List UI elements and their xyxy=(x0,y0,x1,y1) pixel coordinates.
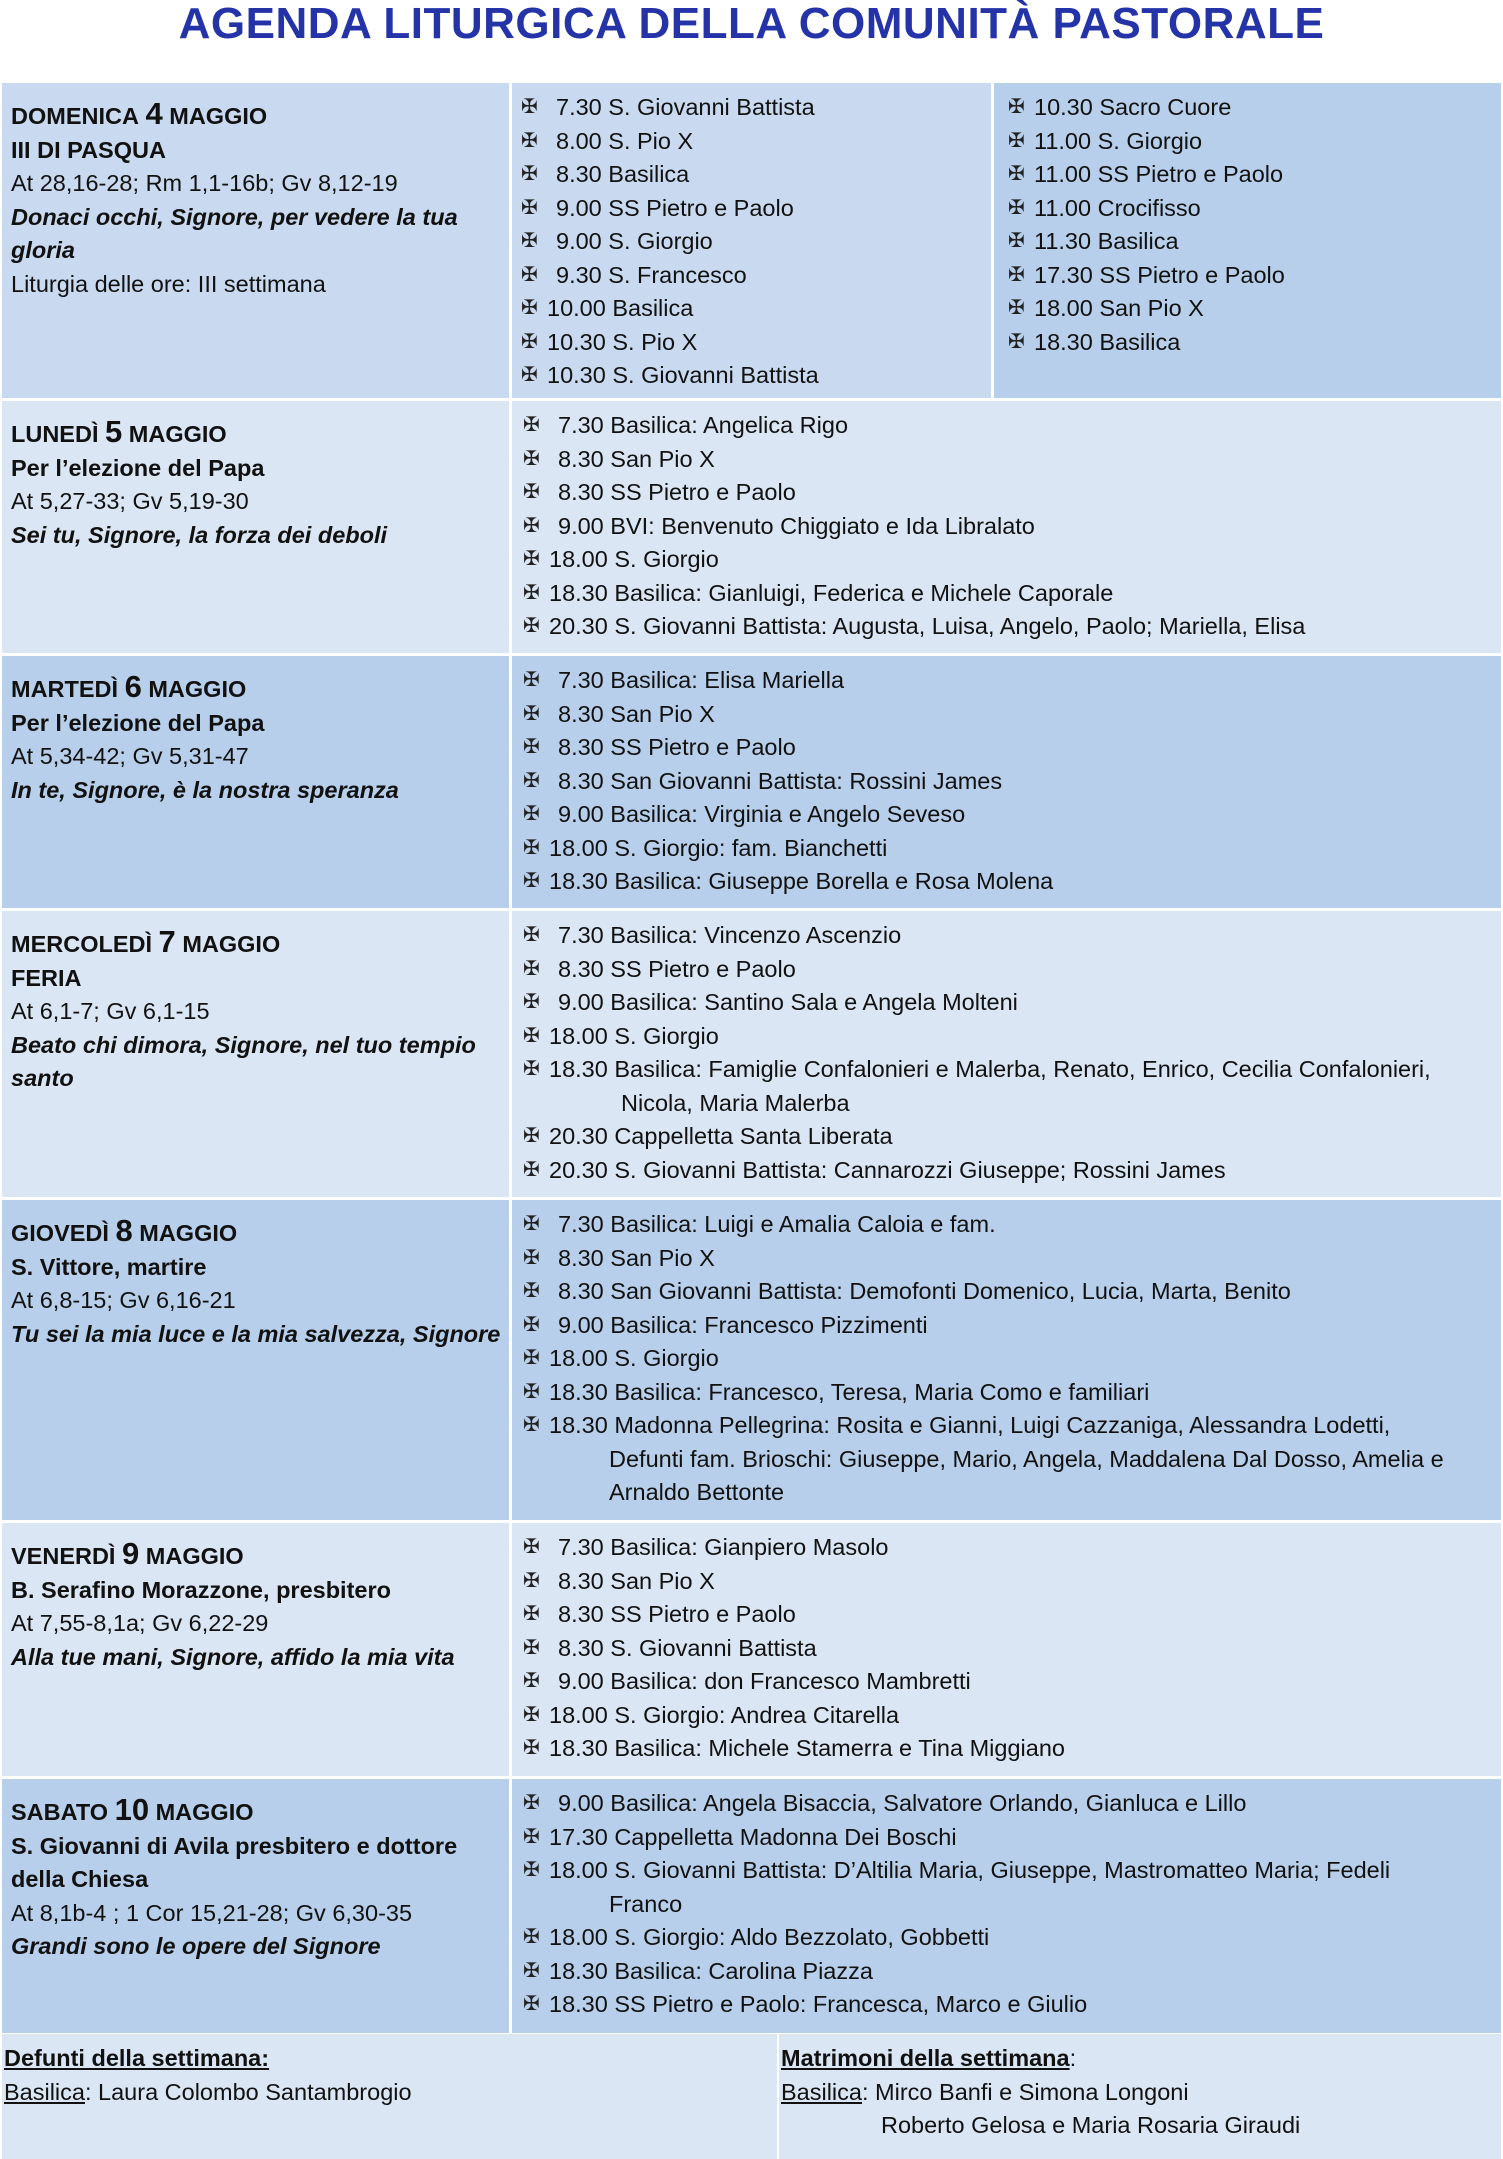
mass-item xyxy=(521,1154,1501,1188)
mass-item xyxy=(521,832,1501,866)
mass-item xyxy=(521,1921,1501,1955)
cross-icon: ✠ xyxy=(523,669,540,691)
masses-column-left xyxy=(515,83,994,401)
celebration-name: B. Serafino Morazzone, presbitero xyxy=(11,1576,391,1603)
month: MAGGIO xyxy=(182,931,281,957)
mass-text: 8.30 SS Pietro e Paolo xyxy=(558,1601,796,1627)
masses-cell xyxy=(515,911,1501,1200)
mass-item: ✠ 9.30 S. Francesco xyxy=(519,259,991,293)
celebration-name: Per l’elezione del Papa xyxy=(11,454,265,481)
cross-icon: ✠ xyxy=(523,1158,540,1181)
cross-icon: ✠ xyxy=(523,836,540,859)
mass-text: 8.30 San Pio X xyxy=(558,1244,715,1271)
mass-item xyxy=(521,476,1501,510)
mass-item xyxy=(521,1342,1501,1376)
weddings-heading: Matrimoni della settimana xyxy=(781,2045,1070,2071)
day-cell xyxy=(2,1779,512,2033)
cross-icon: ✠ xyxy=(523,1859,540,1881)
mass-item: ✠ 9.00 S. Giorgio xyxy=(519,225,991,259)
cross-icon: ✠ xyxy=(523,514,540,537)
weekday: LUNEDÌ xyxy=(11,421,99,447)
psalm: Donaci occhi, Signore, per vedere la tua gloria xyxy=(11,203,458,263)
mass-item xyxy=(521,1988,1501,2022)
readings: At 5,34-42; Gv 5,31-47 xyxy=(11,743,249,769)
cross-icon: ✠ xyxy=(523,1246,540,1269)
cross-icon: ✠ xyxy=(523,1825,540,1848)
cross-icon: ✠ xyxy=(1008,230,1025,252)
cross-icon: ✠ xyxy=(523,1125,540,1147)
celebration-name: Per l’elezione del Papa xyxy=(11,709,265,736)
mass-item xyxy=(521,1242,1501,1276)
cross-icon: ✠ xyxy=(523,1380,540,1403)
mass-text: 7.30 Basilica: Luigi e Amalia Caloia e fam. xyxy=(558,1211,996,1237)
psalm: Alla tue mani, Signore, affido la mia vita xyxy=(11,1643,455,1670)
table-row xyxy=(2,1776,1501,2033)
month: MAGGIO xyxy=(139,1220,238,1246)
mass-text: 8.30 S. Giovanni Battista xyxy=(558,1634,817,1661)
table-row xyxy=(2,1520,1501,1779)
mass-text: 18.30 Madonna Pellegrina: Rosita e Gianni, Luigi Cazzaniga, Alessandra Lodetti, xyxy=(549,1412,1391,1438)
table-row xyxy=(2,653,1501,911)
mass-item: ✠ 10.30 Sacro Cuore xyxy=(1006,91,1501,125)
masses-cell xyxy=(515,401,1501,656)
mass-continuation: Defunti fam. Brioschi: Giuseppe, Mario, Angela, Maddalena Dal Dosso, Amelia e xyxy=(609,1445,1444,1472)
cross-icon: ✠ xyxy=(1008,163,1025,185)
weddings-colon: : xyxy=(1069,2045,1077,2071)
table-row xyxy=(2,908,1501,1200)
cross-icon: ✠ xyxy=(523,769,540,792)
mass-item xyxy=(521,1531,1501,1565)
mass-item xyxy=(521,409,1501,443)
mass-item: ✠ 7.30 S. Giovanni Battista xyxy=(519,91,991,125)
mass-item xyxy=(521,543,1501,577)
cross-icon: ✠ xyxy=(523,957,540,980)
mass-item: ✠ 11.00 Crocifisso xyxy=(1006,192,1501,226)
mass-item: ✠ 11.00 SS Pietro e Paolo xyxy=(1006,158,1501,192)
mass-item: ✠ 10.30 S. Giovanni Battista xyxy=(519,359,991,393)
mass-item xyxy=(521,731,1501,765)
cross-icon: ✠ xyxy=(1008,196,1025,219)
readings: At 6,8-15; Gv 6,16-21 xyxy=(11,1287,236,1313)
mass-item: ✠ 10.00 Basilica xyxy=(519,292,991,326)
mass-item xyxy=(521,1208,1501,1242)
mass-text: 8.30 SS Pietro e Paolo xyxy=(558,479,796,505)
mass-item xyxy=(521,1699,1501,1733)
mass-item xyxy=(521,919,1501,953)
mass-text: 18.00 S. Giorgio: Andrea Citarella xyxy=(549,1701,900,1728)
day-number: 7 xyxy=(158,924,176,959)
mass-text: 8.30 SS Pietro e Paolo xyxy=(558,734,796,760)
readings: At 5,27-33; Gv 5,19-30 xyxy=(11,488,249,514)
weekday: VENERDÌ xyxy=(11,1543,116,1569)
day-number: 10 xyxy=(114,1792,150,1827)
month: MAGGIO xyxy=(145,1543,244,1569)
mass-text: 8.30 San Pio X xyxy=(558,700,715,727)
cross-icon: ✠ xyxy=(523,1670,540,1692)
psalm: Tu sei la mia luce e la mia salvezza, Signore xyxy=(11,1320,501,1347)
mass-item xyxy=(521,1275,1501,1309)
readings: At 6,1-7; Gv 6,1-15 xyxy=(11,998,210,1024)
mass-item xyxy=(521,443,1501,477)
mass-item xyxy=(521,1409,1501,1443)
weekday: DOMENICA xyxy=(11,103,139,129)
readings: At 7,55-8,1a; Gv 6,22-29 xyxy=(11,1610,269,1636)
day-number: 8 xyxy=(115,1213,133,1248)
mass-text: 20.30 Cappelletta Santa Liberata xyxy=(549,1123,893,1149)
mass-item: ✠ 18.00 San Pio X xyxy=(1006,292,1501,326)
mass-item xyxy=(521,610,1501,644)
cross-icon: ✠ xyxy=(523,414,540,436)
mass-item xyxy=(521,1598,1501,1632)
cross-icon: ✠ xyxy=(523,447,540,470)
mass-item xyxy=(521,1787,1501,1821)
psalm: Sei tu, Signore, la forza dei deboli xyxy=(11,521,388,548)
month: MAGGIO xyxy=(128,421,227,447)
mass-text: 9.00 Basilica: Santino Sala e Angela Molteni xyxy=(558,989,1018,1015)
mass-text: 9.00 Basilica: Angela Bisaccia, Salvatore Orlando, Gianluca e Lillo xyxy=(558,1790,1247,1816)
mass-text: 9.00 BVI: Benvenuto Chiggiato e Ida Libralato xyxy=(558,512,1035,539)
cross-icon: ✠ xyxy=(523,1636,540,1659)
cross-icon: ✠ xyxy=(1008,129,1025,152)
mass-text: 8.30 San Pio X xyxy=(558,445,715,472)
mass-item: ✠ 11.30 Basilica xyxy=(1006,225,1501,259)
mass-text: 8.30 San Giovanni Battista: Demofonti Domenico, Lucia, Marta, Benito xyxy=(558,1278,1291,1304)
table-row xyxy=(2,1197,1501,1523)
deceased-place: Basilica xyxy=(4,2078,85,2105)
mass-text: 18.30 Basilica: Francesco, Teresa, Maria Como e familiari xyxy=(549,1378,1150,1405)
cross-icon: ✠ xyxy=(523,548,540,570)
mass-text: 18.00 S. Giorgio: Aldo Bezzolato, Gobbetti xyxy=(549,1924,990,1950)
cross-icon: ✠ xyxy=(523,1959,540,1982)
weekday: SABATO xyxy=(11,1799,109,1825)
masses-cell xyxy=(515,1779,1501,2033)
cross-icon: ✠ xyxy=(523,803,540,825)
cross-icon: ✠ xyxy=(521,230,538,252)
mass-text: 18.00 S. Giorgio: fam. Bianchetti xyxy=(549,834,888,861)
masses-cell xyxy=(515,83,1501,401)
cross-icon: ✠ xyxy=(521,163,538,185)
cross-icon: ✠ xyxy=(523,1569,540,1592)
mass-item xyxy=(521,1732,1501,1766)
psalm: In te, Signore, è la nostra speranza xyxy=(11,776,399,803)
cross-icon: ✠ xyxy=(521,330,538,353)
mass-text: 20.30 S. Giovanni Battista: Cannarozzi Giuseppe; Rossini James xyxy=(549,1156,1226,1183)
mass-item: ✠ 10.30 S. Pio X xyxy=(519,326,991,360)
cross-icon: ✠ xyxy=(521,96,538,118)
mass-item xyxy=(521,1665,1501,1699)
mass-text: 20.30 S. Giovanni Battista: Augusta, Luisa, Angelo, Paolo; Mariella, Elisa xyxy=(549,613,1306,639)
cross-icon: ✠ xyxy=(523,481,540,503)
mass-text: 18.30 Basilica: Carolina Piazza xyxy=(549,1957,873,1984)
mass-item xyxy=(521,510,1501,544)
mass-item: ✠ 18.30 Basilica xyxy=(1006,326,1501,360)
mass-text: 7.30 Basilica: Elisa Mariella xyxy=(558,667,845,693)
mass-text: 7.30 Basilica: Vincenzo Ascenzio xyxy=(558,922,902,948)
cross-icon: ✠ xyxy=(523,1313,540,1336)
cross-icon: ✠ xyxy=(523,1792,540,1814)
mass-continuation: Nicola, Maria Malerba xyxy=(621,1089,850,1116)
readings: At 8,1b-4 ; 1 Cor 15,21-28; Gv 6,30-35 xyxy=(11,1899,413,1926)
day-number: 9 xyxy=(122,1536,140,1571)
cross-icon: ✠ xyxy=(523,615,540,637)
mass-text: 9.00 Basilica: Francesco Pizzimenti xyxy=(558,1311,928,1338)
mass-continuation: Arnaldo Bettonte xyxy=(609,1479,785,1505)
mass-item xyxy=(521,664,1501,698)
footer xyxy=(2,2034,1501,2159)
mass-item xyxy=(521,1854,1501,1888)
cross-icon: ✠ xyxy=(523,870,540,892)
day-number: 4 xyxy=(145,96,163,131)
masses-column-right xyxy=(994,83,1501,401)
mass-item xyxy=(521,1120,1501,1154)
deceased-names: : Laura Colombo Santambrogio xyxy=(84,2078,412,2105)
masses-cell xyxy=(515,1200,1501,1523)
day-cell xyxy=(2,911,512,1200)
mass-item xyxy=(521,577,1501,611)
cross-icon: ✠ xyxy=(523,1024,540,1047)
cross-icon: ✠ xyxy=(523,1737,540,1759)
psalm: Beato chi dimora, Signore, nel tuo tempio santo xyxy=(11,1031,476,1091)
masses-cell xyxy=(515,1523,1501,1779)
cross-icon: ✠ xyxy=(523,581,540,604)
cross-icon: ✠ xyxy=(523,736,540,758)
celebration-name: FERIA xyxy=(11,964,82,991)
cross-icon: ✠ xyxy=(523,991,540,1013)
day-cell xyxy=(2,1200,512,1523)
cross-icon: ✠ xyxy=(523,1536,540,1558)
mass-continuation: Franco xyxy=(609,1890,683,1917)
cross-icon: ✠ xyxy=(1008,330,1025,353)
mass-item xyxy=(521,865,1501,899)
weddings-couple-2: Roberto Gelosa e Maria Rosaria Giraudi xyxy=(881,2112,1301,2138)
psalm: Grandi sono le opere del Signore xyxy=(11,1933,381,1959)
month: MAGGIO xyxy=(155,1799,254,1825)
celebration-name: III DI PASQUA xyxy=(11,136,166,163)
cross-icon: ✠ xyxy=(523,1603,540,1625)
liturgy-table xyxy=(2,80,1501,2030)
weddings-couple-1: : Mirco Banfi e Simona Longoni xyxy=(861,2078,1189,2105)
cross-icon: ✠ xyxy=(521,129,538,152)
mass-text: 17.30 Cappelletta Madonna Dei Boschi xyxy=(549,1823,957,1850)
mass-text: 18.30 Basilica: Famiglie Confalonieri e Malerba, Renato, Enrico, Cecilia Confalonieri, xyxy=(549,1056,1431,1082)
cross-icon: ✠ xyxy=(521,263,538,286)
cross-icon: ✠ xyxy=(523,1703,540,1726)
deceased-heading: Defunti della settimana: xyxy=(4,2045,270,2071)
mass-item xyxy=(521,698,1501,732)
mass-text: 8.30 SS Pietro e Paolo xyxy=(558,955,796,982)
mass-item xyxy=(521,765,1501,799)
mass-text: 9.00 Basilica: don Francesco Mambretti xyxy=(558,1668,971,1694)
mass-item: ✠ 8.00 S. Pio X xyxy=(519,125,991,159)
mass-item xyxy=(521,1309,1501,1343)
day-number: 6 xyxy=(124,669,142,704)
day-cell xyxy=(2,401,512,656)
day-cell xyxy=(2,83,512,401)
table-row xyxy=(2,398,1501,656)
mass-text: 8.30 San Pio X xyxy=(558,1567,715,1594)
day-cell xyxy=(2,1523,512,1779)
cross-icon: ✠ xyxy=(523,924,540,946)
mass-item: ✠ 11.00 S. Giorgio xyxy=(1006,125,1501,159)
celebration-name: S. Giovanni di Avila presbitero e dottore della Chiesa xyxy=(11,1832,458,1892)
page-title: AGENDA LITURGICA DELLA COMUNITÀ PASTORALE xyxy=(178,0,1325,48)
mass-item xyxy=(521,1821,1501,1855)
mass-text: 18.00 S. Giorgio xyxy=(549,546,719,572)
weekday: MARTEDÌ xyxy=(11,676,119,702)
liturgy-hours: Liturgia delle ore: III settimana xyxy=(11,270,326,297)
mass-text: 18.30 Basilica: Giuseppe Borella e Rosa Molena xyxy=(549,868,1054,894)
weekday: MERCOLEDÌ xyxy=(11,931,152,957)
weddings-box xyxy=(779,2034,1501,2159)
month: MAGGIO xyxy=(169,103,268,129)
mass-item xyxy=(521,986,1501,1020)
cross-icon: ✠ xyxy=(1008,263,1025,286)
mass-item xyxy=(521,1955,1501,1989)
mass-item: ✠ 8.30 Basilica xyxy=(519,158,991,192)
cross-icon: ✠ xyxy=(523,702,540,725)
mass-item xyxy=(521,953,1501,987)
cross-icon: ✠ xyxy=(521,364,538,386)
mass-text: 7.30 Basilica: Gianpiero Masolo xyxy=(558,1534,889,1560)
cross-icon: ✠ xyxy=(523,1993,540,2015)
mass-item xyxy=(521,1376,1501,1410)
mass-text: 18.30 SS Pietro e Paolo: Francesca, Marco e Giulio xyxy=(549,1991,1088,2017)
cross-icon: ✠ xyxy=(1008,96,1025,118)
mass-item xyxy=(521,1020,1501,1054)
mass-text: 18.30 Basilica: Gianluigi, Federica e Michele Caporale xyxy=(549,579,1114,606)
month: MAGGIO xyxy=(148,676,247,702)
mass-text: 7.30 Basilica: Angelica Rigo xyxy=(558,412,849,438)
weekday: GIOVEDÌ xyxy=(11,1220,109,1246)
mass-text: 18.00 S. Giorgio xyxy=(549,1345,719,1371)
table-row xyxy=(2,80,1501,401)
mass-item xyxy=(521,1565,1501,1599)
weddings-place: Basilica xyxy=(781,2078,862,2105)
mass-text: 18.00 S. Giorgio xyxy=(549,1022,719,1049)
readings: At 28,16-28; Rm 1,1-16b; Gv 8,12-19 xyxy=(11,170,398,196)
masses-cell xyxy=(515,656,1501,911)
cross-icon: ✠ xyxy=(523,1414,540,1436)
cross-icon: ✠ xyxy=(523,1213,540,1235)
cross-icon: ✠ xyxy=(523,1926,540,1948)
mass-text: 18.30 Basilica: Michele Stamerra e Tina Miggiano xyxy=(549,1735,1065,1761)
cross-icon: ✠ xyxy=(521,297,538,319)
mass-item: ✠ 9.00 SS Pietro e Paolo xyxy=(519,192,991,226)
mass-item: ✠ 17.30 SS Pietro e Paolo xyxy=(1006,259,1501,293)
celebration-name: S. Vittore, martire xyxy=(11,1253,207,1280)
cross-icon: ✠ xyxy=(523,1058,540,1080)
cross-icon: ✠ xyxy=(521,196,538,219)
cross-icon: ✠ xyxy=(523,1280,540,1302)
cross-icon: ✠ xyxy=(523,1347,540,1369)
mass-text: 9.00 Basilica: Virginia e Angelo Seveso xyxy=(558,801,966,827)
mass-text: 18.00 S. Giovanni Battista: D’Altilia Maria, Giuseppe, Mastromatteo Maria; Fedeli xyxy=(549,1857,1391,1883)
cross-icon: ✠ xyxy=(1008,297,1025,319)
mass-item xyxy=(521,798,1501,832)
mass-item xyxy=(521,1053,1501,1087)
day-number: 5 xyxy=(105,414,123,449)
mass-text: 8.30 San Giovanni Battista: Rossini James xyxy=(558,767,1003,794)
day-cell xyxy=(2,656,512,911)
deceased-box xyxy=(2,2034,777,2159)
mass-item xyxy=(521,1632,1501,1666)
